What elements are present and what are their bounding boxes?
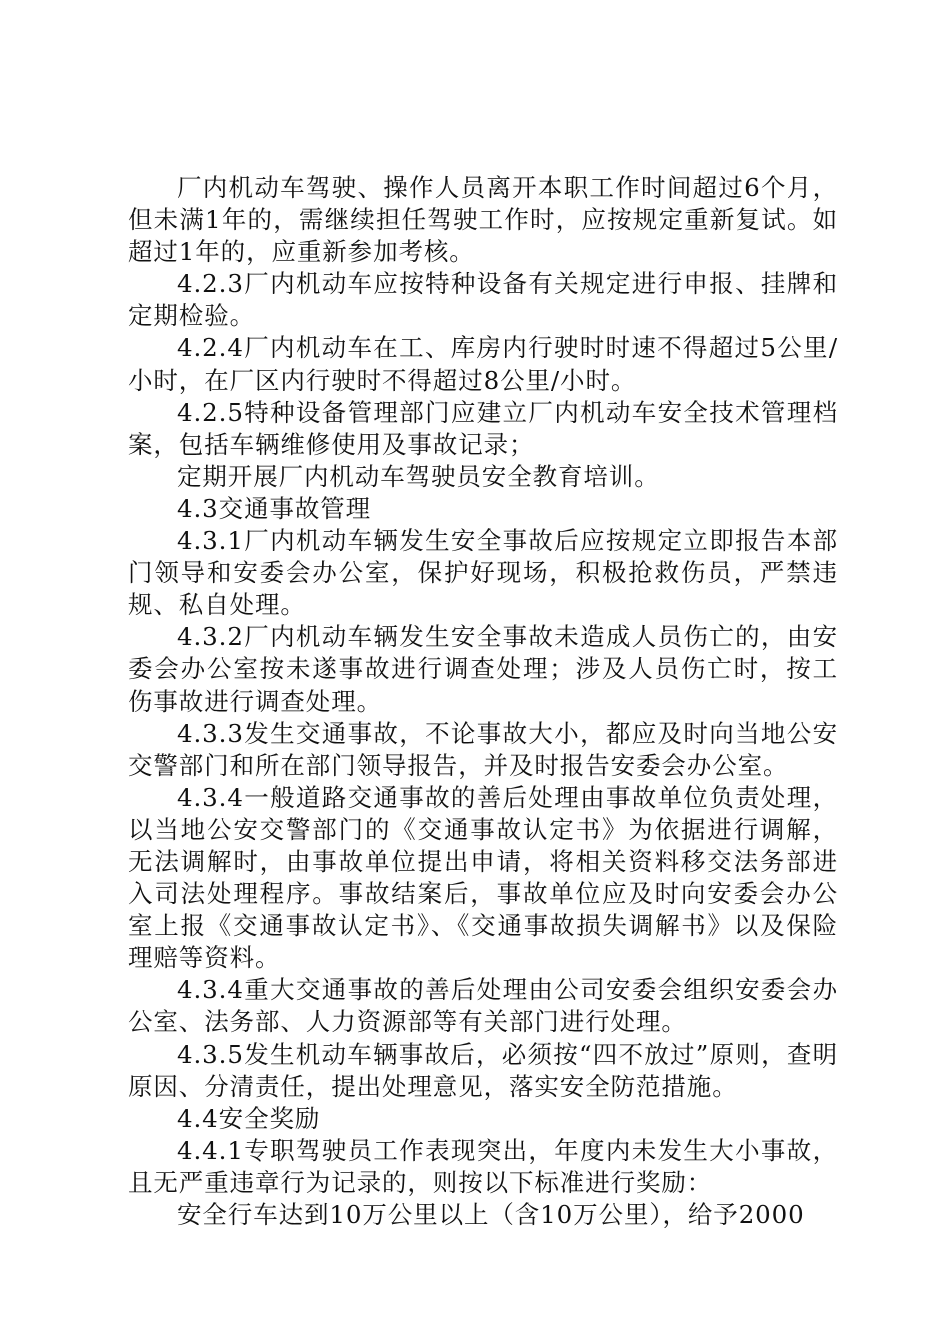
paragraph-4-3-5: 4.3.5发生机动车辆事故后，必须按“四不放过”原则，查明原因、分清责任，提出处理意见，落实安全防范措施。 — [128, 1039, 838, 1101]
section-heading-4-4: 4.4安全奖励 — [177, 1103, 321, 1133]
paragraph-retest-rule: 厂内机动车驾驶、操作人员离开本职工作时间超过6个月，但未满1年的，需继续担任驾驶工作时，应按规定重新复试。如超过1年的，应重新参加考核。 — [128, 173, 838, 267]
paragraph-4-3-3: 4.3.3发生交通事故，不论事故大小，都应及时向当地公安交警部门和所在部门领导报告，并及时报告安委会办公室。 — [128, 718, 838, 780]
paragraph-4-3-4-major: 4.3.4重大交通事故的善后处理由公司安委会组织安委会办公室、法务部、人力资源部等有关部门进行处理。 — [128, 975, 838, 1037]
paragraph-4-3-1: 4.3.1厂内机动车辆发生安全事故后应按规定立即报告本部门领导和安委会办公室，保护好现场，积极抢救伤员，严禁违规、私自处理。 — [128, 526, 838, 620]
paragraph-4-3-2: 4.3.2厂内机动车辆发生安全事故未造成人员伤亡的，由安委会办公室按未遂事故进行调查处理；涉及人员伤亡时，按工伤事故进行调查处理。 — [128, 622, 838, 716]
paragraph-4-3-4-general: 4.3.4一般道路交通事故的善后处理由事故单位负责处理，以当地公安交警部门的《交通事故认定书》为依据进行调解，无法调解时，由事故单位提出申请，将相关资料移交法务部进入司法处理程序。事故结案后，事故单位应及时向安委会办公室上报《交通事故认定书》、《交通事故损失调解书》以及保险理赔等资料。 — [128, 782, 838, 973]
document-body — [128, 172, 838, 1231]
paragraph-reward-standard: 安全行车达到10万公里以上（含10万公里），给予2000 — [177, 1200, 805, 1229]
paragraph-4-2-3: 4.2.3厂内机动车应按特种设备有关规定进行申报、挂牌和定期检验。 — [128, 269, 838, 331]
paragraph-4-2-5: 4.2.5特种设备管理部门应建立厂内机动车安全技术管理档案，包括车辆维修使用及事故记录； — [128, 397, 838, 459]
paragraph-4-4-1: 4.4.1专职驾驶员工作表现突出，年度内未发生大小事故，且无严重违章行为记录的，则按以下标准进行奖励： — [128, 1135, 838, 1197]
paragraph-safety-training: 定期开展厂内机动车驾驶员安全教育培训。 — [177, 461, 660, 491]
section-heading-4-3: 4.3交通事故管理 — [177, 493, 372, 523]
paragraph-4-2-4: 4.2.4厂内机动车在工、库房内行驶时时速不得超过5公里/小时，在厂区内行驶时不得超过8公里/小时。 — [128, 333, 838, 395]
